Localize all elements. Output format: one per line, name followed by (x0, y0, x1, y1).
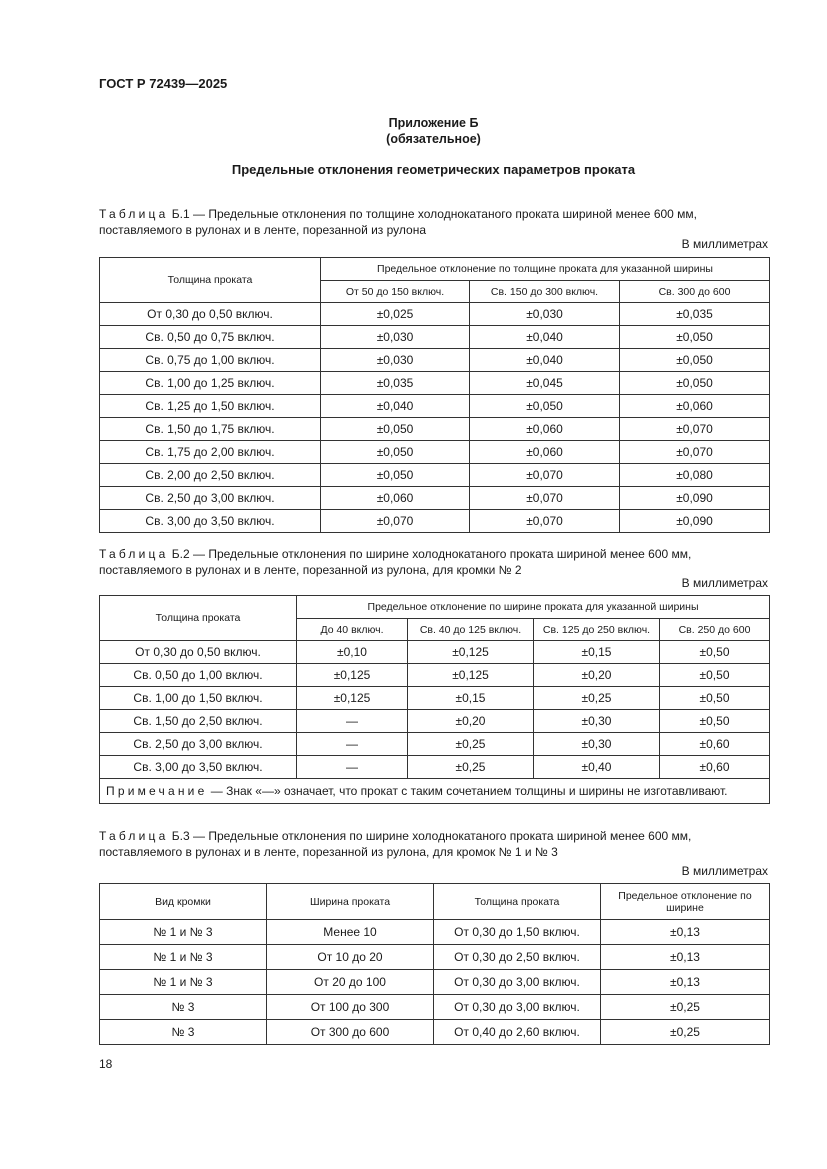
table3-cell: От 0,30 до 2,50 включ. (434, 945, 601, 970)
table2-row (100, 664, 770, 687)
table1-cell: ±0,060 (470, 418, 620, 441)
table1-cell: Св. 2,00 до 2,50 включ. (100, 464, 321, 487)
table3-cell: № 3 (100, 995, 267, 1020)
table2-cell: ±0,125 (297, 664, 408, 687)
document-code: ГОСТ Р 72439—2025 (99, 76, 228, 91)
table1-cell: ±0,050 (620, 349, 770, 372)
table1-cell: ±0,050 (321, 441, 470, 464)
table3-header-0: Вид кромки (100, 884, 267, 920)
table2-cell: ±0,50 (660, 664, 770, 687)
table1-header-group: Предельное отклонение по толщине проката для указанной ширины (321, 258, 770, 281)
table1-row (100, 395, 770, 418)
table1-cell: Св. 0,75 до 1,00 включ. (100, 349, 321, 372)
table3-cell: От 100 до 300 (267, 995, 434, 1020)
table2-cell: Св. 0,50 до 1,00 включ. (100, 664, 297, 687)
section-title: Предельные отклонения геометрических параметров проката (231, 162, 636, 177)
table2-caption (99, 546, 769, 578)
appendix-title: Приложение Б (388, 116, 479, 130)
table2-cell: ±0,60 (660, 733, 770, 756)
table2-caption-label: Таблица (99, 547, 169, 561)
table3-row (100, 945, 770, 970)
table3-row (100, 970, 770, 995)
table2-cell: Св. 1,50 до 2,50 включ. (100, 710, 297, 733)
table3-cell: От 0,40 до 2,60 включ. (434, 1020, 601, 1045)
table1-row (100, 441, 770, 464)
table2-cell: ±0,25 (534, 687, 660, 710)
table1-cell: ±0,090 (620, 510, 770, 533)
table3-cell: От 20 до 100 (267, 970, 434, 995)
table3-row (100, 1020, 770, 1045)
table1-cell: ±0,050 (321, 418, 470, 441)
table1-cell: ±0,035 (321, 372, 470, 395)
table1-cell: ±0,040 (470, 326, 620, 349)
table1-cell: Св. 0,50 до 0,75 включ. (100, 326, 321, 349)
table3-cell: ±0,25 (601, 1020, 770, 1045)
table1-cell: ±0,060 (321, 487, 470, 510)
table2-cell: ±0,10 (297, 641, 408, 664)
table1-cell: Св. 2,50 до 3,00 включ. (100, 487, 321, 510)
table1-cell: ±0,060 (620, 395, 770, 418)
table2-row (100, 687, 770, 710)
table3-row (100, 920, 770, 945)
table2-header-thickness: Толщина проката (100, 596, 297, 641)
table1-cell: ±0,050 (470, 395, 620, 418)
table1-row (100, 464, 770, 487)
table2-cell: ±0,40 (534, 756, 660, 779)
table2-cell: ±0,50 (660, 641, 770, 664)
table1-cell: ±0,050 (321, 464, 470, 487)
table1-cell: Св. 1,50 до 1,75 включ. (100, 418, 321, 441)
table1-cell: ±0,070 (470, 487, 620, 510)
table1-cell: ±0,040 (321, 395, 470, 418)
table1-cell: ±0,050 (620, 372, 770, 395)
table1-cell: Св. 1,00 до 1,25 включ. (100, 372, 321, 395)
table2-cell: — (297, 710, 408, 733)
table2-sub-header-2: Св. 125 до 250 включ. (534, 619, 660, 641)
table2-cell: — (297, 756, 408, 779)
table1-cell: ±0,070 (470, 510, 620, 533)
table2-row (100, 733, 770, 756)
table2-cell: ±0,60 (660, 756, 770, 779)
table3 (99, 883, 770, 1045)
table1-row (100, 303, 770, 326)
table2-sub-header-1: Св. 40 до 125 включ. (408, 619, 534, 641)
table2-cell: ±0,15 (534, 641, 660, 664)
table3-header-2: Толщина проката (434, 884, 601, 920)
table2-cell: ±0,20 (408, 710, 534, 733)
table1-cell: Св. 1,75 до 2,00 включ. (100, 441, 321, 464)
table1-row (100, 487, 770, 510)
table3-cell: От 0,30 до 3,00 включ. (434, 970, 601, 995)
table2-cell: От 0,30 до 0,50 включ. (100, 641, 297, 664)
table1 (99, 257, 770, 533)
table2-cell: ±0,125 (408, 664, 534, 687)
table3-header-3: Предельное отклонение по ширине (601, 884, 770, 920)
table3-cell: ±0,13 (601, 945, 770, 970)
table2-note-text: — Знак «—» означает, что прокат с таким сочетанием толщины и ширины не изготавливают. (207, 784, 728, 798)
table1-cell: ±0,050 (620, 326, 770, 349)
table1-header-thickness: Толщина проката (100, 258, 321, 303)
table3-cell: № 1 и № 3 (100, 920, 267, 945)
table3-cell: От 300 до 600 (267, 1020, 434, 1045)
table1-cell: ±0,030 (321, 326, 470, 349)
table1-cell: ±0,080 (620, 464, 770, 487)
table2-cell: ±0,50 (660, 687, 770, 710)
appendix-heading (99, 115, 768, 147)
table3-caption-text: Б.3 — Предельные отклонения по ширине холоднокатаного проката шириной менее 600 мм, поставляемого в рулонах и в ленте, порезанной из рулона, для кромок № 1 и № 3 (99, 829, 692, 859)
table1-units: В миллиметрах (681, 237, 768, 251)
table1-cell: От 0,30 до 0,50 включ. (100, 303, 321, 326)
table1-sub-header-1: Св. 150 до 300 включ. (470, 281, 620, 303)
table1-cell: ±0,070 (620, 441, 770, 464)
table3-cell: ±0,13 (601, 920, 770, 945)
table2-units: В миллиметрах (681, 576, 768, 590)
table2-row (100, 756, 770, 779)
table3-cell: № 1 и № 3 (100, 970, 267, 995)
table1-row (100, 349, 770, 372)
table2-cell: — (297, 733, 408, 756)
table2-cell: ±0,50 (660, 710, 770, 733)
table2-cell: Св. 3,00 до 3,50 включ. (100, 756, 297, 779)
table2-sub-header-3: Св. 250 до 600 (660, 619, 770, 641)
table2-cell: ±0,25 (408, 733, 534, 756)
table2-row (100, 710, 770, 733)
table1-cell: ±0,045 (470, 372, 620, 395)
table3-cell: От 0,30 до 1,50 включ. (434, 920, 601, 945)
table1-row (100, 326, 770, 349)
table2-row (100, 641, 770, 664)
table3-cell: От 0,30 до 3,00 включ. (434, 995, 601, 1020)
table1-cell: ±0,030 (321, 349, 470, 372)
table1-cell: ±0,090 (620, 487, 770, 510)
table2 (99, 595, 770, 804)
table3-cell: Менее 10 (267, 920, 434, 945)
table2-cell: ±0,125 (297, 687, 408, 710)
table3-cell: ±0,25 (601, 995, 770, 1020)
table3-cell: № 3 (100, 1020, 267, 1045)
table3-cell: ±0,13 (601, 970, 770, 995)
table3-row (100, 995, 770, 1020)
table1-cell: ±0,070 (470, 464, 620, 487)
table1-cell: ±0,030 (470, 303, 620, 326)
table3-header-1: Ширина проката (267, 884, 434, 920)
table2-header-group: Предельное отклонение по ширине проката для указанной ширины (297, 596, 770, 619)
table1-cell: ±0,035 (620, 303, 770, 326)
table2-sub-header-0: До 40 включ. (297, 619, 408, 641)
table2-cell: ±0,15 (408, 687, 534, 710)
table3-caption (99, 828, 769, 860)
table3-units: В миллиметрах (681, 864, 768, 878)
table1-cell: Св. 1,25 до 1,50 включ. (100, 395, 321, 418)
table1-caption-text: Б.1 — Предельные отклонения по толщине холоднокатаного проката шириной менее 600 мм, поставляемого в рулонах и в ленте, порезанной из рулона (99, 207, 698, 237)
table2-cell: Св. 2,50 до 3,00 включ. (100, 733, 297, 756)
table1-row (100, 418, 770, 441)
table2-caption-text: Б.2 — Предельные отклонения по ширине холоднокатаного проката шириной менее 600 мм, поставляемого в рулонах и в ленте, порезанной из рулона, для кромки № 2 (99, 547, 692, 577)
table1-row (100, 372, 770, 395)
table1-caption (99, 206, 769, 238)
table1-cell: ±0,070 (620, 418, 770, 441)
table3-caption-label: Таблица (99, 829, 169, 843)
table1-cell: ±0,040 (470, 349, 620, 372)
table1-row (100, 510, 770, 533)
table1-caption-label: Таблица (99, 207, 169, 221)
appendix-status: (обязательное) (386, 132, 481, 146)
table2-cell: Св. 1,00 до 1,50 включ. (100, 687, 297, 710)
table3-cell: № 1 и № 3 (100, 945, 267, 970)
table2-cell: ±0,25 (408, 756, 534, 779)
table2-cell: ±0,30 (534, 733, 660, 756)
table1-cell: ±0,070 (321, 510, 470, 533)
page-number: 18 (99, 1057, 113, 1071)
table1-sub-header-2: Св. 300 до 600 (620, 281, 770, 303)
table2-cell: ±0,30 (534, 710, 660, 733)
table2-note (100, 779, 770, 804)
table1-sub-header-0: От 50 до 150 включ. (321, 281, 470, 303)
table1-cell: ±0,060 (470, 441, 620, 464)
table3-cell: От 10 до 20 (267, 945, 434, 970)
table2-cell: ±0,20 (534, 664, 660, 687)
table1-cell: Св. 3,00 до 3,50 включ. (100, 510, 321, 533)
table2-cell: ±0,125 (408, 641, 534, 664)
table2-note-label: Примечание (106, 784, 208, 798)
table1-cell: ±0,025 (321, 303, 470, 326)
